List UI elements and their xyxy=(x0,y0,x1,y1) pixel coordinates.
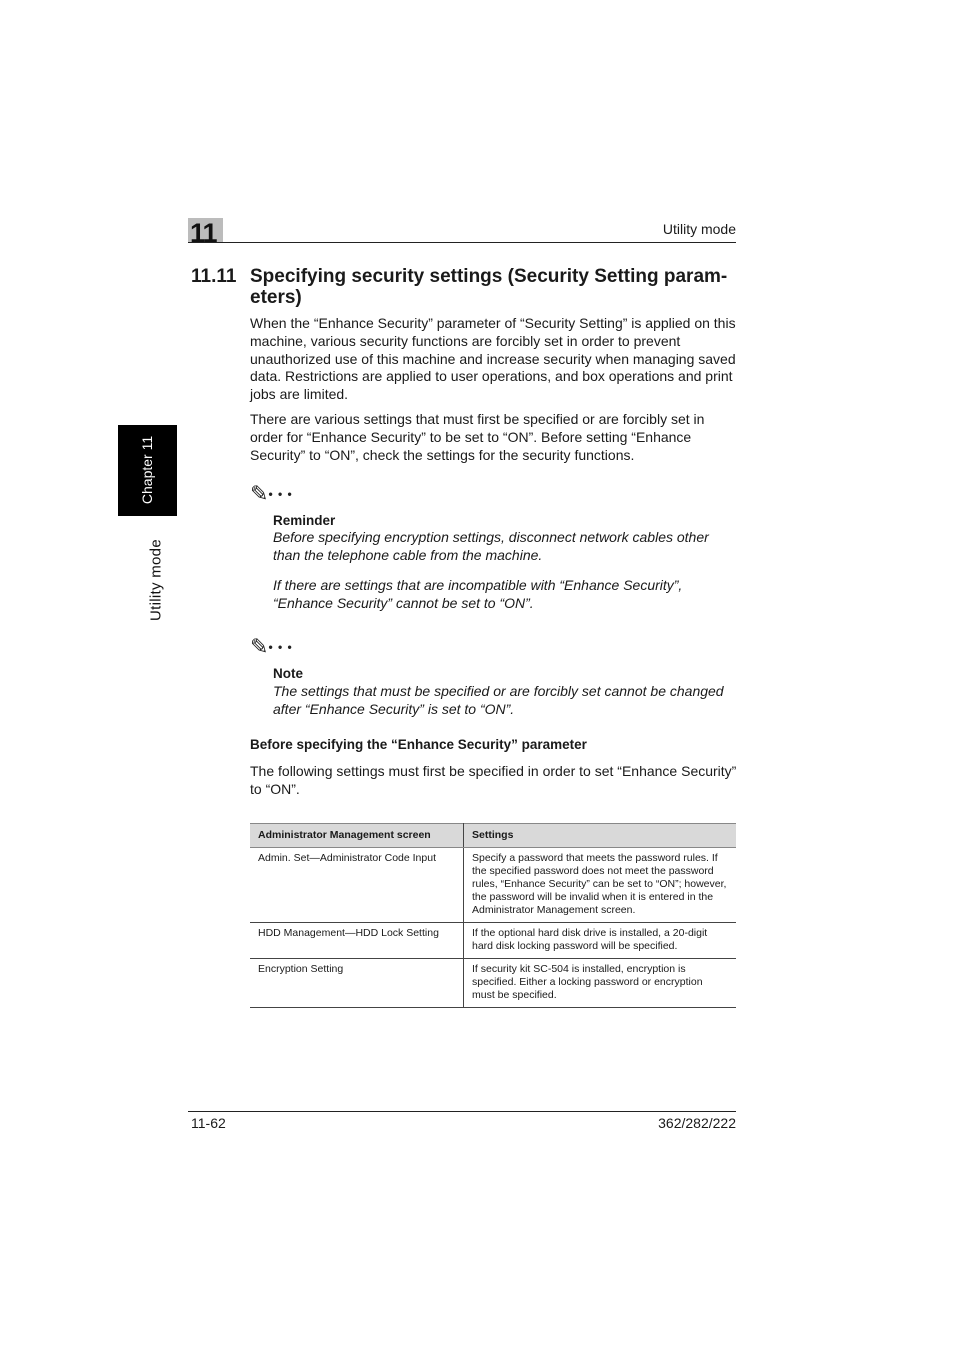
settings-table xyxy=(250,823,736,1008)
table-cell-screen: Admin. Set—Administrator Code Input xyxy=(250,848,464,923)
table-row xyxy=(250,848,736,923)
note-text: The settings that must be specified or are forcibly set cannot be changed after “Enhance Security” is set to “ON”. xyxy=(273,683,724,717)
intro-paragraph-1: When the “Enhance Security” parameter of “Security Setting” is applied on this machine, various security functions are forcibly set in order to prevent unauthorized use of this machine and increase security when managing saved data. Restrictions are applied to user operations, and box operations and print jobs are limited. xyxy=(250,315,736,403)
reminder-text-2: If there are settings that are incompatible with “Enhance Security”, “Enhance Security” cannot be set to “ON”. xyxy=(273,577,683,611)
intro-paragraph-2: There are various settings that must first be specified or are forcibly set in order for “Enhance Security” to be set to “ON”. Before setting “Enhance Security” to “ON”, check the settings for the security functions. xyxy=(250,411,705,463)
header-section-name: Utility mode xyxy=(662,221,736,237)
note-label: Note xyxy=(273,666,303,681)
table-row xyxy=(250,959,736,1008)
table-header-row xyxy=(250,824,736,848)
table-row xyxy=(250,923,736,959)
chapter-number-box: 11 xyxy=(188,218,223,243)
table-cell-settings: If security kit SC-504 is installed, encryption is specified. Either a locking password or encryption must be specified. xyxy=(464,959,737,1008)
table-cell-settings: Specify a password that meets the password rules. If the specified password does not meet the password rules, “Enhance Security” can be set to “ON”; however, the password will be invalid when it is entered in the Administrator Management screen. xyxy=(464,848,737,923)
subsection-text: The following settings must first be specified in order to set “Enhance Security” to “ON”. xyxy=(250,763,737,797)
pencil-icon: ✎• • • xyxy=(250,634,293,659)
side-tab-mode-label: Utility mode xyxy=(147,539,165,621)
table-cell-screen: HDD Management—HDD Lock Setting xyxy=(250,923,464,959)
model-number: 362/282/222 xyxy=(658,1115,736,1131)
table-header-settings: Settings xyxy=(464,824,737,848)
table-cell-settings: If the optional hard disk drive is installed, a 20-digit hard disk locking password will be specified. xyxy=(464,923,737,959)
page-number: 11-62 xyxy=(191,1115,226,1131)
section-title: Specifying security settings (Security Setting param-eters) xyxy=(250,266,728,308)
side-tab-chapter-label: Chapter 11 xyxy=(139,435,155,505)
table-header-screen: Administrator Management screen xyxy=(250,824,464,848)
reminder-label: Reminder xyxy=(273,513,336,528)
subsection-heading: Before specifying the “Enhance Security” parameter xyxy=(250,737,587,752)
table-cell-screen: Encryption Setting xyxy=(250,959,464,1008)
footer-divider xyxy=(188,1111,736,1112)
pencil-icon: ✎• • • xyxy=(250,481,293,506)
section-number: 11.11 xyxy=(191,266,237,287)
reminder-text-1: Before specifying encryption settings, disconnect network cables other than the telephone cable from the machine. xyxy=(273,529,709,563)
header-divider xyxy=(188,242,736,243)
